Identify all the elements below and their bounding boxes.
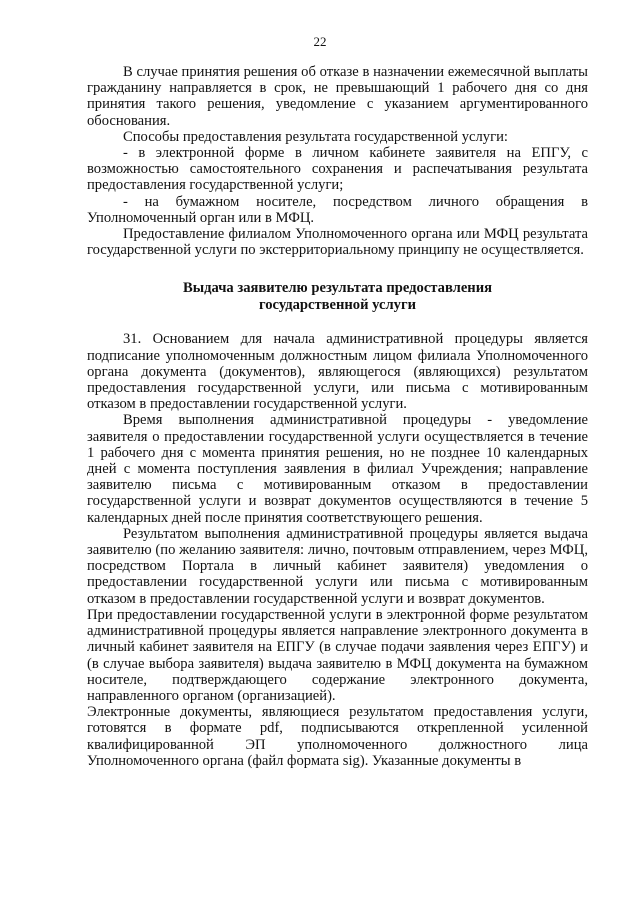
paragraph-refusal-notice: В случае принятия решения об отказе в назначении ежемесячной выплаты гражданину направляется в срок, не превышающий 1 рабочего дня со дня принятия такого решения, уведомление с указанием аргументированного обоснования. bbox=[87, 64, 588, 129]
paragraph-procedure-time: Время выполнения административной процедуры - уведомление заявителя о предоставлении государственной услуги осуществляется в течение 1 рабочего дня с момента принятия решения, но не позднее 10 календарных дней с момента поступления заявления в филиал Учреждения; направление заявителю письма с мотивированным отказом в предоставлении государственной услуги и возврат документов осуществляются в течение 5 календарных дней после принятия соответствующего решения. bbox=[87, 412, 588, 526]
section-heading-line-2: государственной услуги bbox=[258, 297, 417, 314]
section-heading bbox=[87, 280, 588, 314]
section-heading-line-1: Выдача заявителю результата предоставления bbox=[182, 280, 493, 297]
paragraph-procedure-result: Результатом выполнения административной процедуры является выдача заявителю (по желанию заявителя: лично, почтовым отправлением, через МФЦ, посредством Портала в личный кабинет заявителя) уведомления о предоставлении государственной услуги или письма с мотивированным отказом в предоставлении государственной услуги и возврат документов. bbox=[87, 525, 588, 607]
paragraph-clause-31: 31. Основанием для начала административной процедуры является подписание уполномоченным должностным лицом филиала Уполномоченного органа документа (документов), являющегося (являющихся) результатом предоставления государственной услуги, или письма с мотивированным отказом в предоставлении государственной услуги. bbox=[87, 331, 588, 413]
page-number: 22 bbox=[313, 34, 327, 49]
paragraph-result-methods: Способы предоставления результата государственной услуги: bbox=[123, 128, 508, 145]
document-body bbox=[87, 64, 588, 769]
paragraph-electronic-form: - в электронной форме в личном кабинете заявителя на ЕПГУ, с возможностью самостоятельного сохранения и распечатывания результата предоставления государственной услуги; bbox=[87, 145, 588, 194]
paragraph-electronic-documents: Электронные документы, являющиеся результатом предоставления услуги, готовятся в формате pdf, подписываются открепленной усиленной квалифицированной ЭП уполномоченного должностного лица Уполномоченного органа (файл формата sig). Указанные документы в bbox=[87, 704, 588, 769]
paragraph-electronic-result: При предоставлении государственной услуги в электронной форме результатом административной процедуры является направление электронного документа в личный кабинет заявителя на ЕПГУ (в случае подачи заявления через ЕПГУ) и (в случае выбора заявителя) выдача заявителю в МФЦ документа на бумажном носителе, подтверждающего содержание электронного документа, направленного органом (организацией). bbox=[87, 606, 588, 704]
paragraph-paper-form: - на бумажном носителе, посредством личного обращения в Уполномоченный орган или в МФЦ. bbox=[87, 193, 588, 226]
paragraph-extraterritorial: Предоставление филиалом Уполномоченного органа или МФЦ результата государственной услуги по экстерриториальному принципу не осуществляется. bbox=[87, 226, 588, 259]
